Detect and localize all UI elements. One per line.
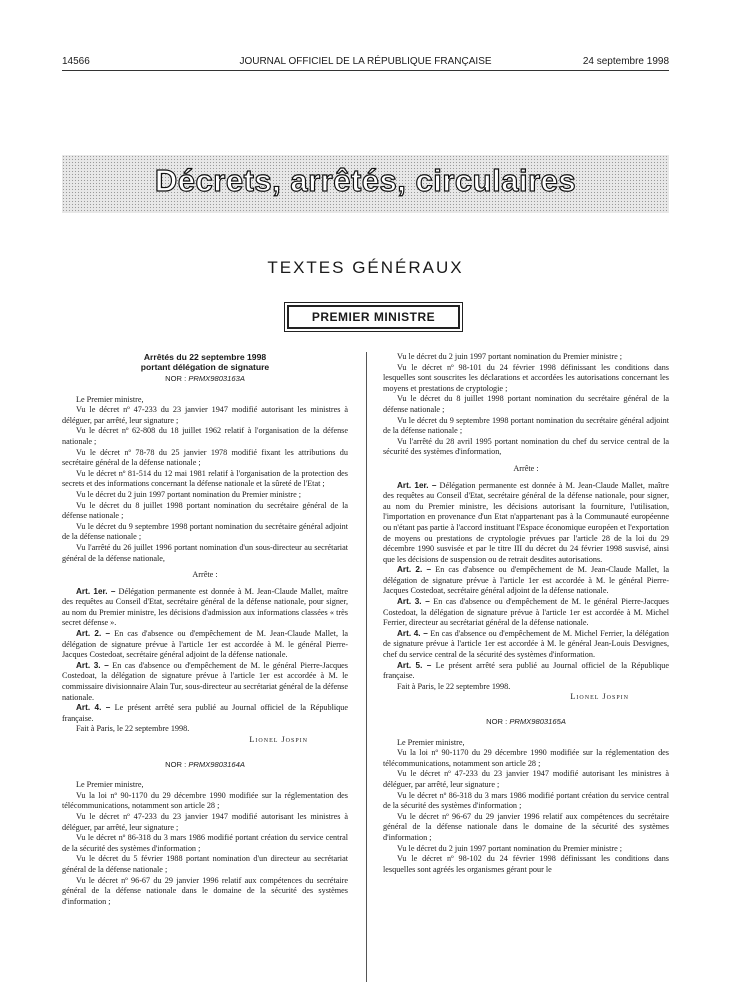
paragraph: Vu le décret nº 86-318 du 3 mars 1986 modifié portant création du service central de la sécurité des systèmes d'information ; xyxy=(383,790,669,811)
journal-title: JOURNAL OFFICIEL DE LA RÉPUBLIQUE FRANÇAISE xyxy=(239,56,492,67)
signed-at: Fait à Paris, le 22 septembre 1998. xyxy=(397,681,511,691)
paragraph: Vu le décret du 9 septembre 1998 portant nomination du secrétaire général adjoint de la défense nationale ; xyxy=(62,521,348,542)
article: Art. 1er. – Délégation permanente est donnée à M. Jean-Claude Mallet, maître des requêtes au Conseil d'Etat, secrétaire général de la défense nationale, pour signer, au nom du Premier ministre, les décisions autorisant la fourniture, l'utilisation, l'importation en provenance d'un Etat n'appartenant pas à la Communauté européenne ou n'étant pas partie à l'accord instituant l'Espace économique européen et l'exportation de moyens ou prestations de cryptologie prévues par l'article 28 de la loi du 29 décembre 1990 susvisée et par le titre III du décret du 24 février 1998 susvisé, ainsi que les décisions de suspension ou de retrait desdites autorisations. xyxy=(383,480,669,564)
paragraph: Vu le décret nº 86-318 du 3 mars 1986 modifié portant création du service central de la sécurité des systèmes d'information ; xyxy=(62,833,348,853)
left-column xyxy=(62,352,348,907)
paragraph: Vu le décret du 2 juin 1997 portant nomination du Premier ministre ; xyxy=(76,489,302,499)
signature: Lionel Jospin xyxy=(570,692,629,702)
page-number: 14566 xyxy=(62,56,90,67)
paragraph: Vu le décret du 2 juin 1997 portant nomination du Premier ministre ; xyxy=(397,352,623,361)
arrete-heading: Arrête : xyxy=(192,570,218,580)
paragraph: Vu l'arrêté du 26 juillet 1996 portant nomination d'un sous-directeur au secrétariat général de la défense nationale, xyxy=(62,542,348,563)
paragraph: Vu le décret du 8 juillet 1998 portant nomination du secrétaire général de la défense nationale ; xyxy=(383,394,669,414)
arrete-heading: Arrête : xyxy=(513,463,539,473)
article: Art. 3. – En cas d'absence ou d'empêchement de M. le général Pierre-Jacques Costedoat, la délégation de signature prévue à l'article 1er est accordée à M. le commissaire divisionnaire Alain Tur, sous-directeur au secrétariat général de la défense nationale. xyxy=(62,660,348,702)
nor-reference: NOR : PRMX9803164A xyxy=(165,759,245,769)
paragraph: Vu le décret nº 96-67 du 29 janvier 1996 relatif aux compétences du secrétaire général de la défense nationale dans le domaine de la sécurité des systèmes d'information ; xyxy=(383,811,669,842)
article: Art. 5. – Le présent arrêté sera publié au Journal officiel de la République française. xyxy=(383,660,669,681)
column-divider xyxy=(366,352,367,982)
banner-title: Décrets, arrêtés, circulaires xyxy=(154,163,577,198)
paragraph: Vu le décret du 9 septembre 1998 portant nomination du secrétaire général adjoint de la défense nationale ; xyxy=(383,415,669,436)
paragraph: Vu le décret nº 96-67 du 29 janvier 1996 relatif aux compétences du secrétaire général de la défense nationale dans le domaine de la sécurité des systèmes d'information ; xyxy=(62,875,348,906)
right-column xyxy=(383,352,669,875)
paragraph: Vu l'arrêté du 28 avril 1995 portant nomination du chef du service central de la sécurité des systèmes d'information, xyxy=(383,436,669,457)
ministry-box: PREMIER MINISTRE xyxy=(287,305,460,329)
issue-date: 24 septembre 1998 xyxy=(582,56,669,67)
paragraph: Vu la loi nº 90-1170 du 29 décembre 1990 modifiée sur la réglementation des télécommunications, notamment son article 28 ; xyxy=(383,748,669,768)
header-rule xyxy=(62,70,669,71)
paragraph: Le Premier ministre, xyxy=(76,780,144,790)
article: Art. 4. – Le présent arrêté sera publié au Journal officiel de la République française. xyxy=(62,703,348,723)
paragraph: Vu le décret nº 47-233 du 23 janvier 1947 modifié autorisant les ministres à déléguer, par arrêté, leur signature ; xyxy=(383,769,669,789)
article: Art. 2. – En cas d'absence ou d'empêchement de M. Jean-Claude Mallet, la délégation de signature prévue à l'article 1er est accordée à M. le général Pierre-Jacques Costedoat, secrétaire général adjoint de la défense nationale. xyxy=(383,565,669,596)
article: Art. 2. – En cas d'absence ou d'empêchement de M. Jean-Claude Mallet, la délégation de signature prévue à l'article 1er est accordée à M. le général Pierre-Jacques Costedoat, secrétaire général adjoint de la défense nationale. xyxy=(62,629,348,660)
paragraph: Vu le décret nº 47-233 du 23 janvier 1947 modifié autorisant les ministres à déléguer, par arrêté, leur signature ; xyxy=(62,811,348,832)
decree-subtitle: portant délégation de signature xyxy=(140,362,270,372)
paragraph: Le Premier ministre, xyxy=(76,394,144,404)
page-header xyxy=(62,56,669,70)
paragraph: Vu le décret nº 47-233 du 23 janvier 1947 modifié autorisant les ministres à déléguer, par arrêté, leur signature ; xyxy=(62,405,348,425)
paragraph: Vu le décret nº 62-808 du 18 juillet 1962 relatif à l'organisation de la défense nationale ; xyxy=(62,426,348,446)
paragraph: Vu le décret nº 78-78 du 25 janvier 1978 modifié fixant les attributions du secrétaire général de la défense nationale ; xyxy=(62,447,348,468)
paragraph: Vu la loi nº 90-1170 du 29 décembre 1990 modifiée sur la réglementation des télécommunications, notamment son article 28 ; xyxy=(62,790,348,811)
paragraph: Vu le décret du 5 février 1988 portant nomination d'un directeur au secrétariat général de la défense nationale ; xyxy=(62,854,348,874)
paragraph: Vu le décret nº 98-102 du 24 février 1998 définissant les conditions dans lesquelles sont agréés les organismes gérant pour le xyxy=(383,854,669,874)
nor-reference: NOR : PRMX9803165A xyxy=(486,717,566,726)
signed-at: Fait à Paris, le 22 septembre 1998. xyxy=(76,724,190,734)
paragraph: Vu le décret nº 81-514 du 12 mai 1981 relatif à l'organisation de la protection des secrets et des informations concernant la défense nationale et la sûreté de l'Etat ; xyxy=(62,468,348,489)
article: Art. 1er. – Délégation permanente est donnée à M. Jean-Claude Mallet, maître des requêtes au Conseil d'Etat, secrétaire général de la défense nationale, pour signer, au nom du Premier ministre, les décisions d'admission aux informations classées « très secret défense ». xyxy=(62,586,348,628)
section-banner xyxy=(62,155,669,213)
nor-reference: NOR : PRMX9803163A xyxy=(165,374,245,383)
paragraph: Vu le décret nº 98-101 du 24 février 1998 définissant les conditions dans lesquelles sont souscrites les déclarations et accordées les autorisations concernant les moyens et prestations de cryptologie ; xyxy=(383,362,669,393)
paragraph: Vu le décret du 2 juin 1997 portant nomination du Premier ministre ; xyxy=(397,843,623,853)
section-title: TEXTES GÉNÉRAUX xyxy=(267,258,464,277)
paragraph: Vu le décret du 8 juillet 1998 portant nomination du secrétaire général de la défense nationale ; xyxy=(62,500,348,521)
signature: Lionel Jospin xyxy=(249,735,308,744)
paragraph: Le Premier ministre, xyxy=(397,737,465,747)
article: Art. 4. – En cas d'absence ou d'empêchement de M. Michel Ferrier, la délégation de signature prévue à l'article 1er est accordée à M. le général Jean-Louis Desvignes, chef du service central de la sécurité des systèmes d'information. xyxy=(383,628,669,660)
article: Art. 3. – En cas d'absence ou d'empêchement de M. le général Pierre-Jacques Costedoat, la délégation de signature prévue à l'article 1er est accordée à M. Michel Ferrier, directeur au secrétariat général de la défense nationale. xyxy=(383,597,669,628)
decree-title: Arrêtés du 22 septembre 1998 xyxy=(143,352,267,362)
